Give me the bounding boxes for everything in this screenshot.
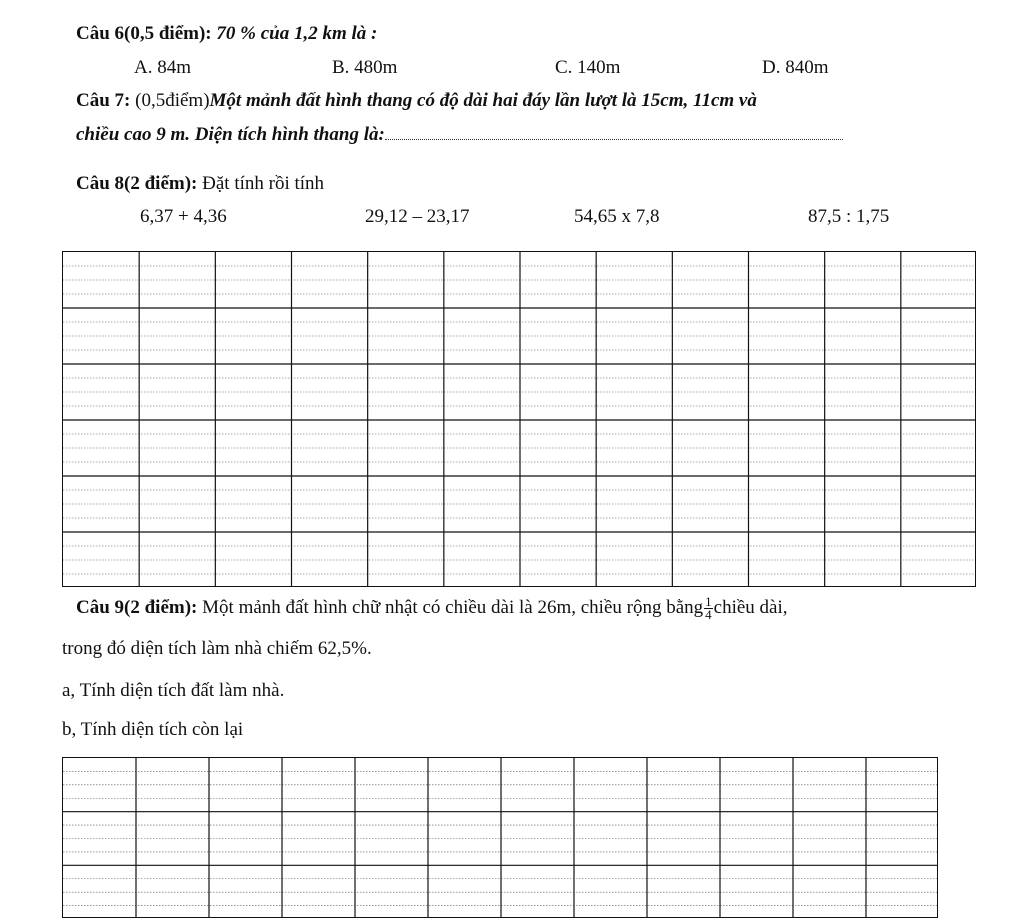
question-7-text-1: Một mảnh đất hình thang có độ dài hai đáy lần lượt là 15cm, 11cm và [209,90,757,111]
question-9-line-1 [76,596,788,621]
q6-option-b: B. 480m [332,57,398,78]
question-9-text-1b: chiều dài, [713,597,788,618]
q8-expression-4: 87,5 : 1,75 [808,206,890,227]
question-6-label: Câu 6(0,5 điểm): [76,23,212,44]
question-7-label: Câu 7: [76,90,131,111]
q6-option-c: C. 140m [555,57,621,78]
question-9-part-a: a, Tính diện tích đất làm nhà. [62,680,285,701]
q6-option-d: D. 840m [762,57,829,78]
calculation-grid-1 [62,251,976,587]
question-8-text: Đặt tính rồi tính [202,173,325,194]
fraction-one-quarter [704,596,713,621]
question-8 [76,172,324,196]
question-8-label: Câu 8(2 điểm): [76,173,198,194]
question-7-points: (0,5điểm) [135,90,210,111]
question-6 [76,22,377,46]
question-9-text-1a: Một mảnh đất hình chữ nhật có chiều dài là 26m, chiều rộng bằng [202,597,704,618]
fraction-denominator: 4 [705,607,712,623]
question-7-text-2: chiều cao 9 m. Diện tích hình thang là: [76,124,385,145]
question-7-line-1 [76,89,757,113]
q8-expression-2: 29,12 – 23,17 [365,206,470,227]
question-9-part-b: b, Tính diện tích còn lại [62,719,244,740]
q8-expression-1: 6,37 + 4,36 [140,206,227,227]
answer-blank [385,123,843,140]
q6-option-a: A. 84m [134,57,191,78]
question-7-line-2 [76,123,843,147]
fraction-numerator: 1 [705,594,712,610]
calculation-grid-2 [62,757,938,918]
q8-expression-3: 54,65 x 7,8 [574,206,660,227]
question-9-line-2: trong đó diện tích làm nhà chiếm 62,5%. [62,638,372,659]
question-9-label: Câu 9(2 điểm): [76,597,198,618]
question-6-text: 70 % của 1,2 km là : [216,23,378,44]
